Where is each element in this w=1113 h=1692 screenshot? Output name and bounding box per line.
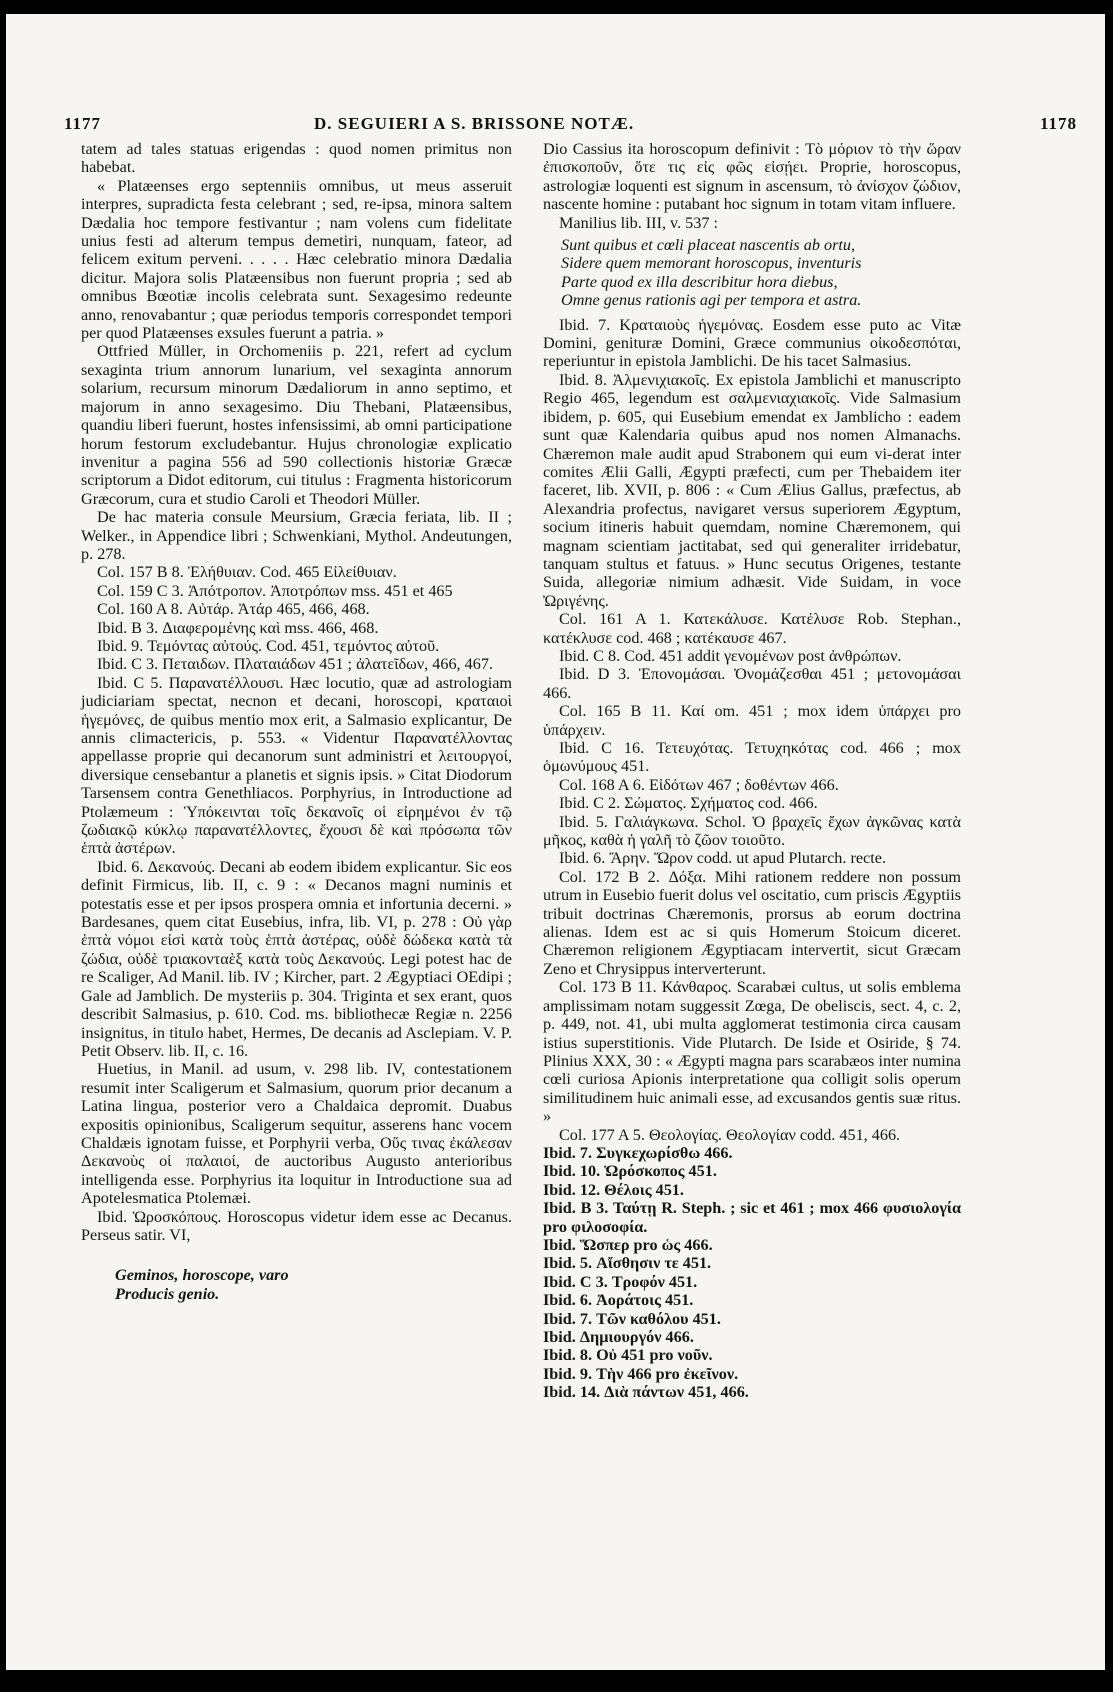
note-line: Ibid. 7. Συγκεχωρίσθω 466. (543, 1143, 733, 1162)
paragraph: Manilius lib. III, v. 537 : (559, 213, 719, 232)
paragraph: tatem ad tales statuas erigendas : quod nomen primitus non habebat. (81, 140, 512, 177)
note-line: Ibid. C 3. Τροφόν 451. (543, 1272, 698, 1291)
page-number-left: 1177 (64, 114, 102, 133)
paragraph: Ibid. 8. Ἀλμενιχιακοῖς. Ex epistola Jamblichi et manuscripto Regio 465, legendum est σαλμενιαχιακοῖς. Vide Salmasium ibidem, p. 605, qui Eusebium emendat ex Jamblicho : eadem sunt quæ Kalendaria quibus apud nos nomen Almanachs. Chæremon male audit apud Strabonem qui eum vi-derat inter comites Ælii Galli, Ægypti præfecti, cum per Thebaidem iter faceret, lib. XVII, p. 806 : « Cum Ælius Gallus, præfectus, ab Alexandria profectus, navigaret versus superiorem Ægyptum, socium itineris habuit quemdam, nomine Chæremonem, qui magnam scientiam jactitabat, sed qui generaliter irridebatur, tanquam stultus et fatuus. » Hunc secutus Origenes, testante Suida, allegoriæ nimium adhæsit. Vide Suidam, in voce Ὠριγένης. (543, 370, 961, 610)
paragraph: Ibid. C 16. Τετευχότας. Τετυχηκότας cod. 466 ; mox ὁμωνύμους 451. (543, 739, 961, 776)
left-column (81, 140, 512, 1303)
paragraph: Ibid. 9. Τεμόντας αὐτούς. Cod. 451, τεμόντος αὐτοῦ. (97, 636, 440, 655)
paragraph: Ottfried Müller, in Orchomeniis p. 221, refert ad cyclum sexaginta trium annorum lunarium, vel sexaginta annorum solarium, recursum minorum Dædaliorum in anno septimo, et majorum in anno sexagesimo. Diu Thebani, Platæensibus, quandiu liberi fuerunt, hostes infensissimi, ab omni participatione horum festorum excludebantur. Hujus chronologiæ explicatio invenitur a pagina 556 ad 590 collectionis historiæ Græcæ scriptorum a Didot editorum, cui titulus : Fragmenta historicorum Græcorum, cura et studio Caroli et Theodori Müller. (81, 342, 512, 508)
paragraph: Col. 168 A 6. Εἰδότων 467 ; δοθέντων 466. (559, 775, 839, 794)
paragraph: Ibid. 5. Γαλιάγκωνα. Schol. Ὁ βραχεῖς ἔχων ἀγκῶνας κατὰ μῆκος, καθὰ ἡ γαλῆ τὸ ζῶον τοιοῦτο. (543, 812, 961, 850)
page-number-right: 1178 (1040, 114, 1078, 133)
right-paragraphs-notes (543, 316, 961, 1144)
right-verse (561, 236, 961, 310)
verse-line: Geminos, horoscope, varo (115, 1266, 289, 1285)
paragraph: Col. 160 A 8. Αὐτάρ. Ἀτάρ 465, 466, 468. (97, 600, 370, 619)
paragraph: Col. 157 B 8. Ἐλήθυιαν. Cod. 465 Εἰλείθυιαν. (97, 563, 397, 582)
paragraph: Col. 172 B 2. Δόξα. Mihi rationem reddere non possum utrum in Eusebio fuerit dolus vel oscitatio, cum priscis Ægyptiis tribuit doctrinas Chæremonis, prorsus ab eorum doctrina alienas. Idem est ac si quis Homerum Stoicum diceret. Chæremon religionem Ægyptiacam intervertit, sicut Græcam Zeno et Chrysippus interverterunt. (543, 867, 961, 978)
paragraph: « Platæenses ergo septenniis omnibus, ut meus asseruit interpres, supradicta festa celebrant ; sed, re-ipsa, minora saltem Dædalia hoc tempore festivantur ; nam volens cum fidelitate unius festi ad alterum tempus demetiri, nunquam, fateor, ad felicem exitum perveni. . . . . Hæc celebratio minora Dædalia dicitur. Majora solis Platæensibus non fuerunt propria ; sed ab omnibus Bœotiæ incolis celebrata sunt. Sexagesimo redeunte anno, renovabantur ; quæ periodus temporis correspondet tempori per quod Platæenses exsules fuerunt a patria. » (81, 176, 512, 343)
paragraph: Dio Cassius ita horoscopum definivit : Τὸ μόριον τὸ τὴν ὥραν ἐπισκοποῦν, ὅτε τις εἰς φῶς εἰσῄει. Proprie, horoscopus, astrologiæ loquenti est signum in ascensum, τὸ ἀνίσχον ζώδιον, nascente homine : putabant hoc signum in totam vitam influere. (543, 140, 961, 214)
verse-line: Omne genus rationis agi per tempora et astra. (561, 291, 862, 310)
paragraph: Ibid. C 2. Σώματος. Σχήματος cod. 466. (559, 794, 818, 813)
note-line: Ibid. Ὥσπερ pro ὡς 466. (543, 1235, 713, 1254)
note-line: Ibid. 14. Διὰ πάντων 451, 466. (543, 1383, 749, 1402)
note-line: Ibid. 9. Τὴν 466 pro ἐκεῖνον. (543, 1364, 739, 1383)
note-line: Ibid. B 3. Ταύτῃ R. Steph. ; sic et 461 ; mox 466 φυσιολογία pro φιλοσοφία. (543, 1199, 961, 1236)
paragraph: De hac materia consule Meursium, Græcia feriata, lib. II ; Welker., in Appendice libri ; Schwenkiani, Mythol. Andeutungen, p. 278. (81, 508, 512, 563)
paragraph: Ibid. 6. Δεκανούς. Decani ab eodem ibidem explicantur. Sic eos definit Firmicus, lib. II, c. 9 : « Decanos magni numinis et potestatis esse et per ipsos prospera omnia et infortunia decerni. » Bardesanes, quem citat Eusebius, infra, lib. VI, p. 278 : Οὐ γὰρ ἑπτὰ νόμοι εἰσὶ κατὰ τοὺς ἑπτὰ ἀστέρας, οὐδὲ δώδεκα κατὰ τὰ ζώδια, οὐδὲ τριακονταὲξ κατὰ τοὺς Δεκανούς. Legi potest hac de re Scaliger, Ad Manil. lib. IV ; Kircher, part. 2 Ægyptiaci OEdipi ; Gale ad Jamblich. De mysteriis p. 304. Triginta et sex erant, quos describit Salmasius, p. 610. Cod. ms. bibliothecæ Regiæ n. 2256 insignitus, in titulo habet, Hermes, De decanis ad Asclepiam. V. P. Petit Observ. lib. II, c. 16. (81, 857, 512, 1060)
verse-line: Sunt quibus et cœli placeat nascentis ab ortu, (561, 236, 856, 255)
paragraph: Col. 173 B 11. Κάνθαρος. Scarabæi cultus, ut solis emblema amplissimam notam suggessit Zœga, De obeliscis, sect. 4, c. 2, p. 449, not. 41, ubi multa agglomerat testimonia circa causam istius superstitionis. Vide Plutarch. De Iside et Osiride, § 74. Plinius XXX, 30 : « Ægypti magna pars scarabæos inter numina cœli curiosa Apionis interpretatione qua colligit solis operum similitudinem huic animali esse, ad excusandos gentis suæ ritus. » (543, 978, 961, 1126)
note-line: Ibid. 5. Αἴσθησιν τε 451. (543, 1254, 712, 1273)
paragraph: Col. 165 B 11. Καί om. 451 ; mox idem ὑπάρχει pro ὑπάρχειν. (543, 702, 961, 739)
paragraph: Ibid. 6. Ἄρην. Ὥρον codd. ut apud Plutarch. recte. (559, 849, 886, 868)
paragraph: Col. 177 A 5. Θεολογίας. Θεολογίαν codd. 451, 466. (559, 1125, 901, 1144)
right-column (543, 140, 961, 1402)
right-paragraphs-intro (543, 140, 961, 232)
paragraph: Ibid. C 3. Πεταιδων. Πλαταιάδων 451 ; ἀλατεῖδων, 466, 467. (97, 655, 493, 674)
verse-line: Parte quod ex illa describitur hora diebus, (561, 272, 838, 291)
note-line: Ibid. 10. Ὡρόσκοπος 451. (543, 1162, 717, 1181)
note-line: Ibid. Δημιουργόν 466. (543, 1328, 694, 1346)
left-verse (115, 1266, 512, 1303)
verse-line: Producis genio. (115, 1284, 220, 1303)
paragraph: Ibid. D 3. Ἐπονομάσαι. Ὀνομάζεσθαι 451 ; μετονομάσαι 466. (543, 665, 961, 702)
paragraph: Ibid. B 3. Διαφερομένης καὶ mss. 466, 468. (97, 618, 379, 637)
right-note-list (543, 1144, 961, 1402)
paragraph: Ibid. C 8. Cod. 451 addit γενομένων post ἀνθρώπων. (559, 646, 902, 665)
note-line: Ibid. 7. Τῶν καθόλου 451. (543, 1309, 721, 1328)
paragraph: Ibid. 7. Κραταιοὺς ἡγεμόνας. Eosdem esse puto ac Vitæ Domini, genituræ Domini, Græce communius οἰκοδεσπόται, reperiuntur in epistola Jamblichi. De his tacet Salmasius. (543, 315, 961, 371)
paragraph: Col. 161 A 1. Κατεκάλυσε. Κατέλυσε Rob. Stephan., κατέκλυσε cod. 468 ; κατέκαυσε 467. (543, 610, 961, 647)
page-sheet (6, 14, 1105, 1670)
left-paragraphs (81, 140, 512, 1244)
note-line: Ibid. 6. Ἀοράτοις 451. (543, 1291, 694, 1310)
paragraph: Ibid. C 5. Παρανατέλλουσι. Hæc locutio, quæ ad astrologiam judiciariam spectat, necnon et decani, horoscopi, κραταιοὶ ἡγεμόνες, de quibus mentio mox erit, a Salmasio explicantur, De annis climactericis, p. 553. « Videntur Παρανατέλλοντας appellasse proprie qui decanorum sunt administri et λειτουργοί, diversique censebantur a planetis et signis ipsis. » Citat Diodorum Tarsensem contra Genethliacos. Porphyrius, in Introductione ad Ptolæmeum : Ὑπόκεινται τοῖς δεκανοῖς οἱ εἰρημένοι ἐν τῷ ζωδιακῷ κύκλῳ παρανατέλλοντες, ἔχουσι δὲ καὶ πρόσωπα τῶν ἑπτὰ ἀστέρων. (81, 673, 512, 858)
paragraph: Huetius, in Manil. ad usum, v. 298 lib. IV, contestationem resumit inter Scaligerum et Salmasium, quorum prior decanum a Latina lingua, posterior vero a Chaldaica depromit. Duabus expositis opinionibus, Scaligerum sequitur, asserens hanc vocem Chaldæis ignotam fuisse, et Porphyrii verba, Οὕς τινας ἐκάλεσαν Δεκανοὺς οἱ παλαιοί, de auctoribus Augusto anterioribus intelligenda esse. Porphyrius ita loquitur in Introductione sua ad Apotelesmatica Ptolemæi. (81, 1060, 512, 1208)
note-line: Ibid. 8. Οὐ 451 pro νοῦν. (543, 1346, 713, 1365)
paragraph: Col. 159 C 3. Ἀπότροπον. Ἀποτρόπων mss. 451 et 465 (97, 581, 453, 600)
verse-line: Sidere quem memorant horoscopus, inventuris (561, 254, 862, 273)
running-title: D. SEGUIERI A S. BRISSONE NOTÆ. (314, 114, 635, 133)
paragraph: Ibid. Ὡροσκόπους. Horoscopus videtur idem esse ac Decanus. Perseus satir. VI, (81, 1207, 512, 1244)
note-line: Ibid. 12. Θέλοις 451. (543, 1180, 684, 1199)
